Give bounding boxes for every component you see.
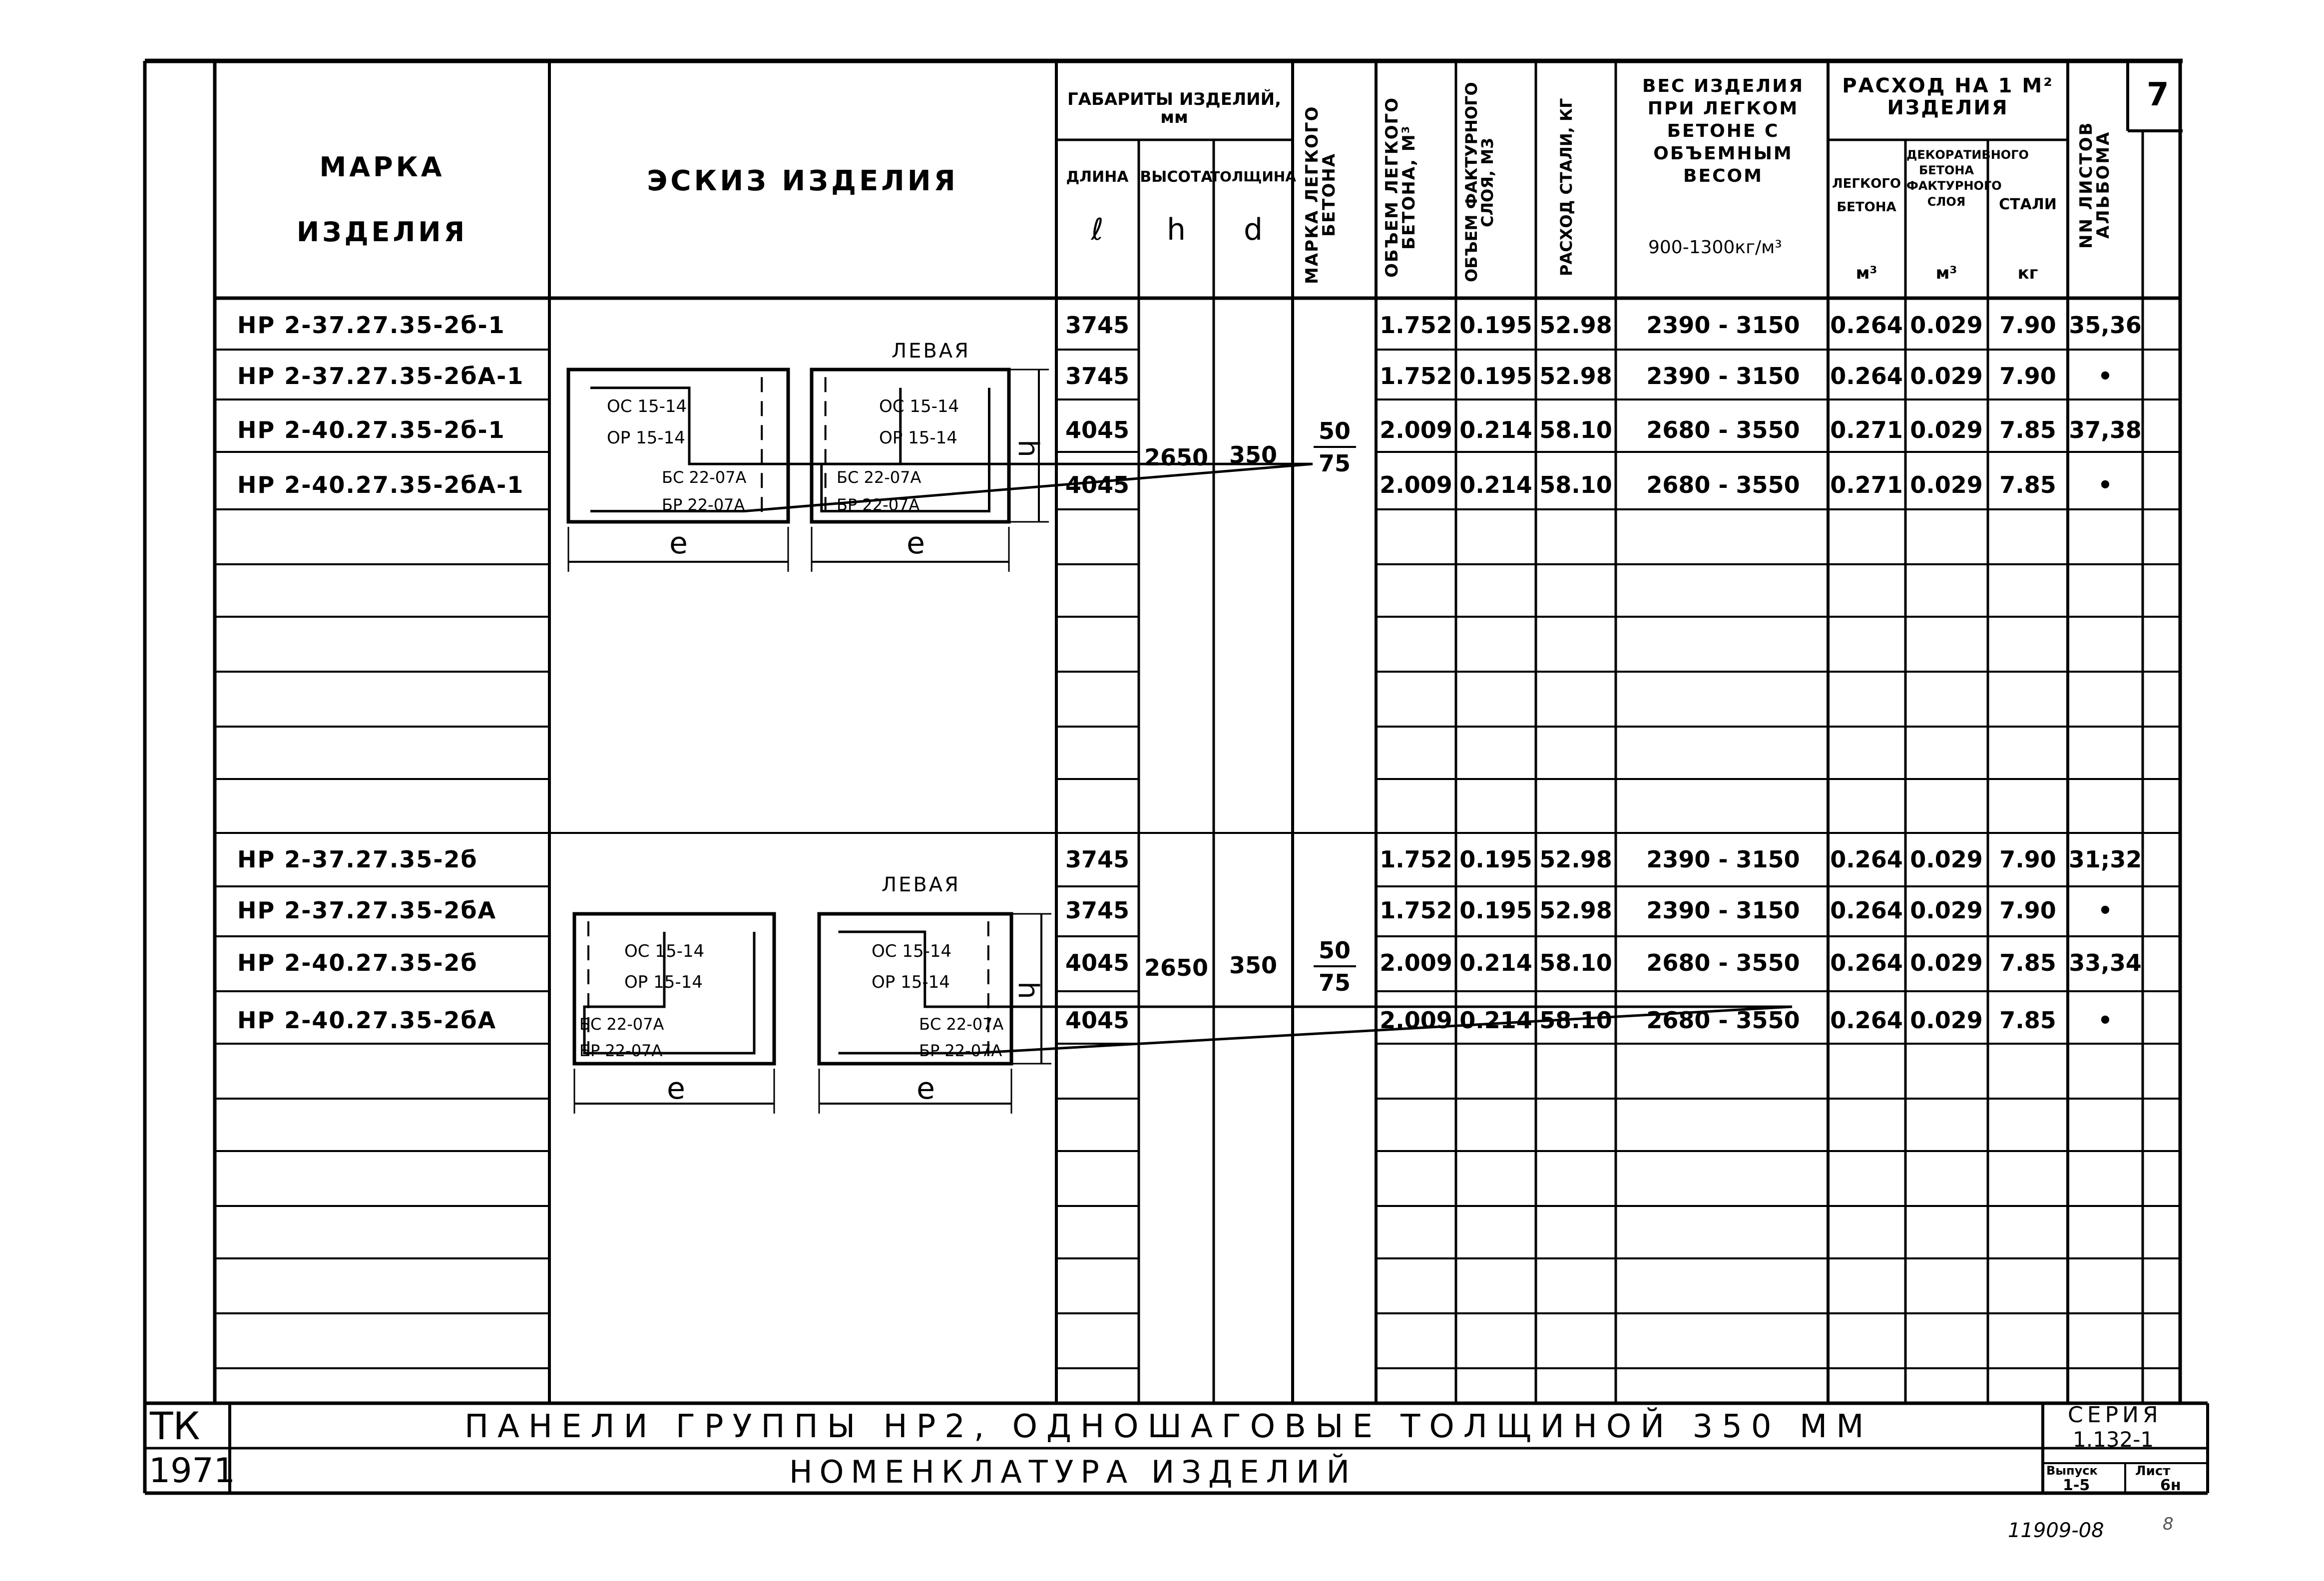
sketch2-dim-h: h [1011,981,1044,999]
group1-row2-cons-deco: 0.029 [1910,363,1983,390]
group2-row2-cons-deco: 0.029 [1910,897,1983,924]
header-weight: ВЕС ИЗДЕЛИЯ ПРИ ЛЕГКОМ БЕТОНЕ С ОБЪЕМНЫМ ВЕСОМ [1642,76,1805,186]
group1-row3-cons-light: 0.271 [1830,416,1903,443]
group2-row4-cons-steel: 7.85 [1999,1007,2056,1034]
group1-row3-length: 4045 [1065,416,1130,443]
group2-row2-cons-light: 0.264 [1830,897,1903,924]
sketch1b-bc: БС 22-07А [837,468,922,487]
group2-row1-mark: НР 2-37.27.35-2б [237,846,478,873]
header-cons-steel-unit: кг [2017,263,2038,283]
header-cons-deco-unit: м³ [1935,263,1957,283]
group1-row1-cons-steel: 7.90 [1999,312,2056,339]
sketch1a-bc: БС 22-07А [662,468,747,487]
sketch1b-dim-e: е [907,526,925,561]
group2-row3-album: 33,34 [2069,949,2142,976]
group2-row3-cons-steel: 7.85 [1999,949,2056,976]
group1-row2-mark: НР 2-37.27.35-2бА-1 [237,363,524,390]
footer-title: ПАНЕЛИ ГРУППЫ НР2, ОДНОШАГОВЫЕ ТОЛЩИНОЙ 350 ММ [465,1408,1873,1445]
sketch1-dim-h: h [1011,439,1044,457]
group2-concrete-bottom: 75 [1318,969,1351,996]
doc-number: 11909-08 [2008,1519,2104,1542]
group2-row2-length: 3745 [1065,897,1130,924]
sketch2a-dim-e: е [667,1071,685,1106]
group1-row1-cons-light: 0.264 [1830,312,1903,339]
sketch1b-op: ОР 15-14 [879,428,957,448]
footer-sheet: 6н [2160,1477,2181,1494]
group1-row2-steel: 52.98 [1539,363,1612,390]
sketch1-left-label: ЛЕВАЯ [892,340,970,363]
footer-sheet-label: Лист [2135,1464,2171,1479]
sketch2b-dim-e: е [917,1071,935,1106]
group1-row3-cons-steel: 7.85 [1999,416,2056,443]
group1-row4-cons-light: 0.271 [1830,471,1903,498]
header-weight-range: 900-1300кг/м³ [1648,237,1782,258]
group1-row1-album: 35,36 [2069,312,2142,339]
group2-row4-steel: 58.10 [1539,1007,1612,1034]
sketch2a-bp: БР 22-07А [579,1041,663,1060]
sketch1a-op: ОР 15-14 [607,428,685,448]
header-cons-steel: СТАЛИ [1999,196,2057,213]
group2-row2-weight: 2390 - 3150 [1646,897,1800,924]
group2-row3-steel: 58.10 [1539,949,1612,976]
group2-height: 2650 [1144,954,1209,981]
group1-row4-steel: 58.10 [1539,471,1612,498]
group2-row1-length: 3745 [1065,846,1130,873]
header-vol-light: ОБЪЕМ ЛЕГКОГО БЕТОНА, М³ [1382,96,1419,278]
group1-row2-length: 3745 [1065,363,1130,390]
group2-row2-album: • [2098,897,2113,924]
group1-row3-vol-facture: 0.214 [1459,416,1532,443]
group1-concrete-bottom: 75 [1318,450,1351,477]
group1-row1-weight: 2390 - 3150 [1646,312,1800,339]
group2-row1-steel: 52.98 [1539,846,1612,873]
header-cons-deco: ДЕКОРАТИВНОГО БЕТОНА ФАКТУРНОГО СЛОЯ [1906,148,2029,209]
sheet-number: 7 [2147,76,2169,113]
sketch1a-bp: БР 22-07А [662,495,745,514]
sketch1b-bp: БР 22-07А [837,495,920,514]
group2-row4-mark: НР 2-40.27.35-2бА [237,1007,497,1034]
group2-row1-cons-steel: 7.90 [1999,846,2056,873]
sketch2a-op: ОР 15-14 [624,972,703,992]
header-length: ДЛИНА [1066,168,1129,186]
group1-row3-mark: НР 2-40.27.35-2б-1 [237,416,505,443]
group1-row1-cons-deco: 0.029 [1910,312,1983,339]
group1-row4-album: • [2098,471,2113,498]
group2-row4-cons-deco: 0.029 [1910,1007,1983,1034]
footer-series: 1.132-1 [2073,1427,2154,1452]
group1-row3-album: 37,38 [2069,416,2142,443]
header-steel: РАСХОД СТАЛИ, КГ [1557,98,1576,277]
group2-row4-album: • [2098,1007,2113,1034]
header-mark: МАРКА ИЗДЕЛИЯ [296,151,468,248]
header-height-sym: h [1166,212,1186,247]
sketch2a-oc: ОС 15-14 [624,941,705,961]
group1-row3-cons-deco: 0.029 [1910,416,1983,443]
group1-row4-cons-deco: 0.029 [1910,471,1983,498]
group1-height: 2650 [1144,444,1209,471]
group1-row4-vol-light: 2.009 [1380,471,1452,498]
group2-row3-weight: 2680 - 3550 [1646,949,1800,976]
group2-concrete-divider [1314,965,1356,967]
header-height: ВЫСОТА [1140,168,1213,186]
footer-tk: ТК [150,1404,200,1448]
sketch2a-bc: БС 22-07А [579,1015,664,1034]
group2-row1-vol-light: 1.752 [1380,846,1452,873]
sketch2b-bc: БС 22-07А [919,1015,1004,1034]
group1-row4-length: 4045 [1065,471,1130,498]
group2-row3-mark: НР 2-40.27.35-2б [237,949,478,976]
sketch2b-oc: ОС 15-14 [872,941,952,961]
header-cons-light-unit: м³ [1856,263,1877,283]
sketch2b-op: ОР 15-14 [872,972,950,992]
sketch2b-bp: БР 22-07А [919,1041,1002,1060]
group2-thickness: 350 [1229,952,1278,979]
group1-row1-mark: НР 2-37.27.35-2б-1 [237,312,505,339]
group2-concrete-top: 50 [1318,937,1351,964]
footer-issue-label: Выпуск [2046,1464,2098,1478]
header-thickness: ТОЛЩИНА [1210,168,1296,185]
group1-row2-album: • [2098,363,2113,390]
group2-row1-weight: 2390 - 3150 [1646,846,1800,873]
group2-row4-vol-light: 2.009 [1380,1007,1452,1034]
group2-row3-cons-deco: 0.029 [1910,949,1983,976]
header-album: NN ЛИСТОВ АЛЬБОМА [2076,121,2113,249]
header-dims: ГАБАРИТЫ ИЗДЕЛИЙ, мм [1067,89,1282,127]
sketch1a-dim-e: е [669,526,688,561]
group2-row3-cons-light: 0.264 [1830,949,1903,976]
sketch2-left-label: ЛЕВАЯ [882,873,960,896]
group1-row2-vol-facture: 0.195 [1459,363,1532,390]
footer-year: 1971 [149,1451,236,1491]
group1-row2-weight: 2390 - 3150 [1646,363,1800,390]
group2-row2-mark: НР 2-37.27.35-2бА [237,897,497,924]
group1-row3-weight: 2680 - 3550 [1646,416,1800,443]
group1-row4-weight: 2680 - 3550 [1646,471,1800,498]
group1-row2-vol-light: 1.752 [1380,363,1452,390]
group1-row2-cons-steel: 7.90 [1999,363,2056,390]
group1-concrete-divider [1314,446,1356,448]
group1-row2-cons-light: 0.264 [1830,363,1903,390]
stamp-mark: 8 [2163,1514,2174,1534]
group1-row1-steel: 52.98 [1539,312,1612,339]
group2-row1-vol-facture: 0.195 [1459,846,1532,873]
header-concrete-mark: МАРКА ЛЕГКОГО БЕТОНА [1302,105,1339,284]
group2-row3-length: 4045 [1065,949,1130,976]
group2-row1-cons-deco: 0.029 [1910,846,1983,873]
group2-row2-vol-light: 1.752 [1380,897,1452,924]
group1-row3-vol-light: 2.009 [1380,416,1452,443]
group2-row2-steel: 52.98 [1539,897,1612,924]
header-thickness-sym: d [1243,212,1263,247]
footer-issue: 1-5 [2063,1477,2090,1494]
group2-row3-vol-light: 2.009 [1380,949,1452,976]
header-cons-light: ЛЕГКОГО БЕТОНА [1832,176,1901,215]
group1-concrete-top: 50 [1318,417,1351,444]
header-consumption: РАСХОД НА 1 М² ИЗДЕЛИЯ [1842,74,2054,119]
group2-row1-cons-light: 0.264 [1830,846,1903,873]
group1-row4-mark: НР 2-40.27.35-2бА-1 [237,471,524,498]
header-sketch: ЭСКИЗ ИЗДЕЛИЯ [647,165,958,197]
sketch1a-oc: ОС 15-14 [607,396,687,416]
group2-row4-weight: 2680 - 3550 [1646,1007,1800,1034]
group2-row4-length: 4045 [1065,1007,1130,1034]
group1-row1-vol-facture: 0.195 [1459,312,1532,339]
footer-series-label: СЕРИЯ [2068,1402,2162,1428]
group2-row1-album: 31;32 [2068,846,2142,873]
group2-row2-vol-facture: 0.195 [1459,897,1532,924]
header-vol-facture: ОБЪЕМ ФАКТУРНОГО СЛОЯ, М3 [1462,82,1497,283]
group1-row4-cons-steel: 7.85 [1999,471,2056,498]
group2-row4-cons-light: 0.264 [1830,1007,1903,1034]
group2-row4-vol-facture: 0.214 [1459,1007,1532,1034]
footer-subtitle: НОМЕНКЛАТУРА ИЗДЕЛИЙ [789,1454,1357,1490]
group2-row3-vol-facture: 0.214 [1459,949,1532,976]
header-length-sym: ℓ [1091,212,1104,247]
group1-row1-length: 3745 [1065,312,1130,339]
sketch1b-oc: ОС 15-14 [879,396,959,416]
group1-row3-steel: 58.10 [1539,416,1612,443]
group1-thickness: 350 [1229,441,1278,468]
group1-row1-vol-light: 1.752 [1380,312,1452,339]
group1-row4-vol-facture: 0.214 [1459,471,1532,498]
group2-row2-cons-steel: 7.90 [1999,897,2056,924]
